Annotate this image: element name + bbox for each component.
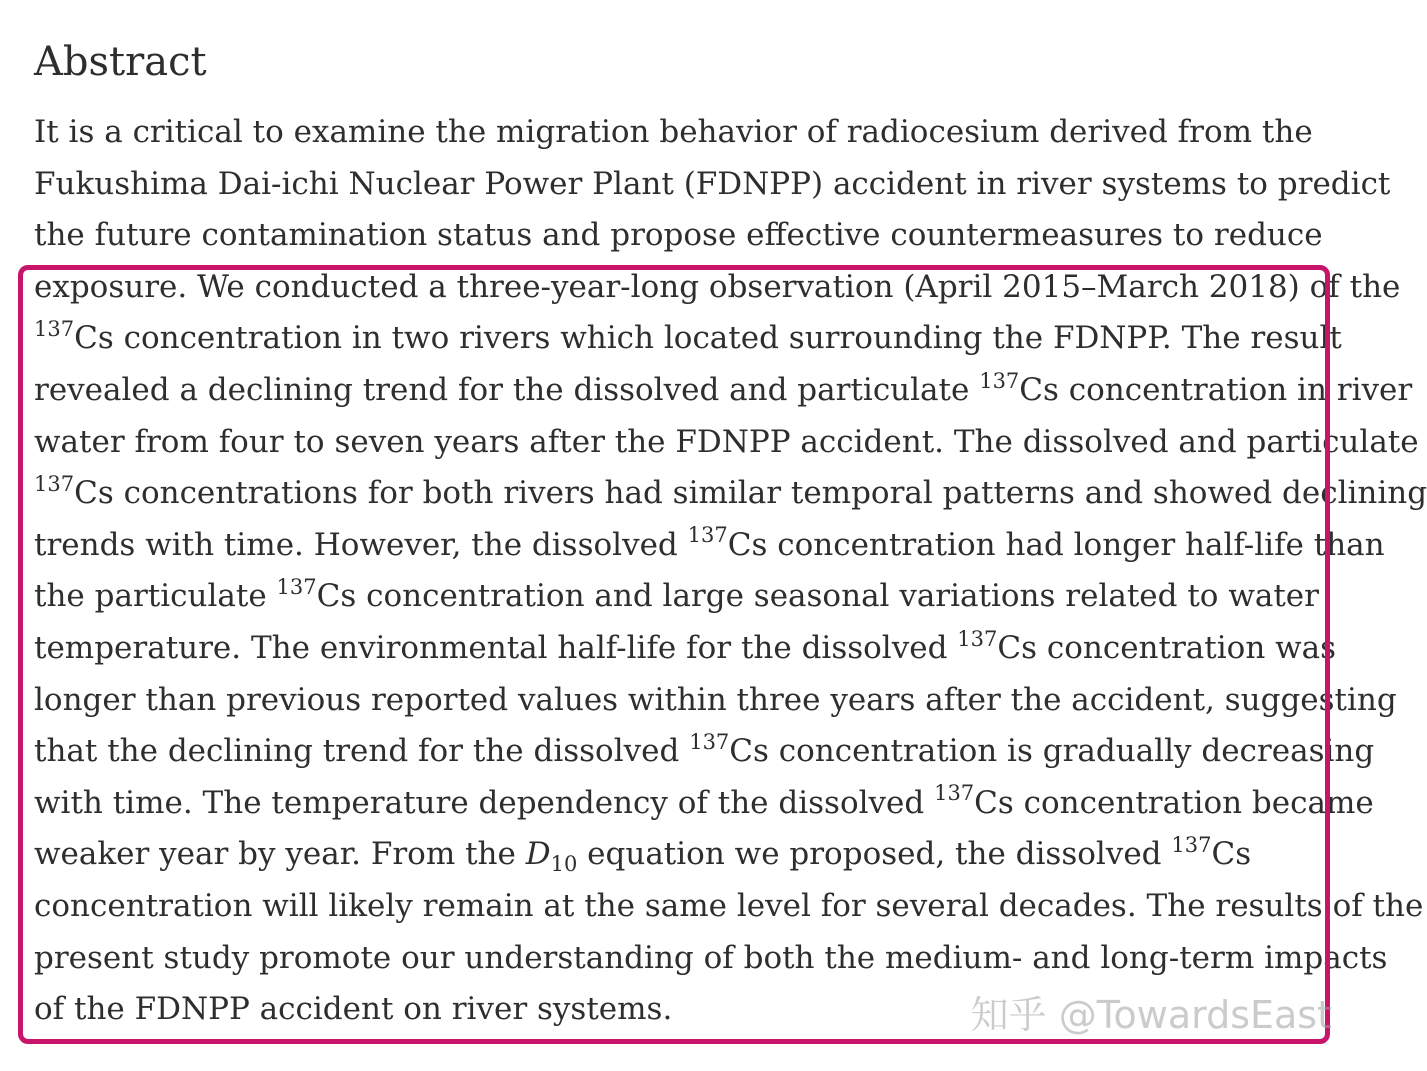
abstract-line bbox=[34, 933, 1427, 985]
text-segment: equation we proposed, the dissolved bbox=[577, 836, 1172, 873]
isotope-superscript: 137 bbox=[687, 523, 728, 548]
abstract-line bbox=[34, 829, 1427, 881]
text-segment: longer than previous reported values within three years after the accident, suggesting bbox=[34, 681, 1397, 718]
isotope-superscript: 137 bbox=[1171, 832, 1212, 857]
abstract-line bbox=[34, 881, 1427, 933]
isotope-superscript: 137 bbox=[34, 471, 75, 496]
abstract-line bbox=[34, 159, 1427, 211]
italic-symbol: D bbox=[525, 836, 551, 873]
text-segment: with time. The temperature dependency of the dissolved bbox=[34, 784, 935, 821]
isotope-superscript: 137 bbox=[34, 317, 75, 342]
abstract-line bbox=[34, 365, 1427, 417]
abstract-line bbox=[34, 520, 1427, 572]
text-segment: Cs concentration had longer half-life than bbox=[727, 526, 1385, 563]
subscript: 10 bbox=[550, 852, 578, 877]
abstract-heading: Abstract bbox=[34, 39, 207, 85]
abstract-text bbox=[34, 107, 1427, 1036]
text-segment: exposure. We conducted a three-year-long observation (April 2015–March 2018) of the bbox=[34, 268, 1401, 305]
text-segment: the particulate bbox=[34, 578, 277, 615]
text-segment: present study promote our understanding of both the medium- and long-term impacts bbox=[34, 939, 1388, 976]
text-segment: the future contamination status and propose effective countermeasures to reduce bbox=[34, 217, 1323, 254]
text-segment: Cs concentration is gradually decreasing bbox=[729, 733, 1375, 770]
watermark: 知乎 @TowardsEast bbox=[970, 993, 1332, 1037]
abstract-line bbox=[34, 210, 1427, 262]
text-segment: Cs concentrations for both rivers had similar temporal patterns and showed declining bbox=[74, 475, 1427, 512]
abstract-line bbox=[34, 417, 1427, 469]
text-segment: of the FDNPP accident on river systems. bbox=[34, 991, 673, 1028]
text-segment: Cs concentration in two rivers which located surrounding the FDNPP. The result bbox=[74, 320, 1342, 357]
abstract-line bbox=[34, 468, 1427, 520]
isotope-superscript: 137 bbox=[276, 575, 317, 600]
abstract-line bbox=[34, 107, 1427, 159]
isotope-superscript: 137 bbox=[957, 626, 998, 651]
text-segment: Fukushima Dai-ichi Nuclear Power Plant (FDNPP) accident in river systems to predict bbox=[34, 165, 1391, 202]
text-segment: water from four to seven years after the FDNPP accident. The dissolved and particulate bbox=[34, 423, 1419, 460]
abstract-line bbox=[34, 778, 1427, 830]
abstract-line bbox=[34, 675, 1427, 727]
text-segment: temperature. The environmental half-life for the dissolved bbox=[34, 629, 958, 666]
text-segment: weaker year by year. From the bbox=[34, 836, 526, 873]
isotope-superscript: 137 bbox=[934, 781, 975, 806]
text-segment: trends with time. However, the dissolved bbox=[34, 526, 688, 563]
text-segment: Cs concentration was bbox=[997, 629, 1337, 666]
text-segment: concentration will likely remain at the same level for several decades. The results of the bbox=[34, 887, 1424, 924]
isotope-superscript: 137 bbox=[689, 729, 730, 754]
abstract-line bbox=[34, 313, 1427, 365]
text-segment: revealed a declining trend for the dissolved and particulate bbox=[34, 371, 980, 408]
text-segment: that the declining trend for the dissolved bbox=[34, 733, 690, 770]
isotope-superscript: 137 bbox=[979, 368, 1020, 393]
text-segment: Cs concentration and large seasonal variations related to water bbox=[316, 578, 1319, 615]
abstract-line bbox=[34, 571, 1427, 623]
text-segment: Cs concentration in river bbox=[1019, 371, 1413, 408]
text-segment: Cs concentration became bbox=[974, 784, 1374, 821]
abstract-line bbox=[34, 726, 1427, 778]
text-segment: It is a critical to examine the migration behavior of radiocesium derived from the bbox=[34, 114, 1313, 150]
abstract-line bbox=[34, 623, 1427, 675]
abstract-line bbox=[34, 262, 1427, 314]
text-segment: Cs bbox=[1211, 836, 1252, 873]
